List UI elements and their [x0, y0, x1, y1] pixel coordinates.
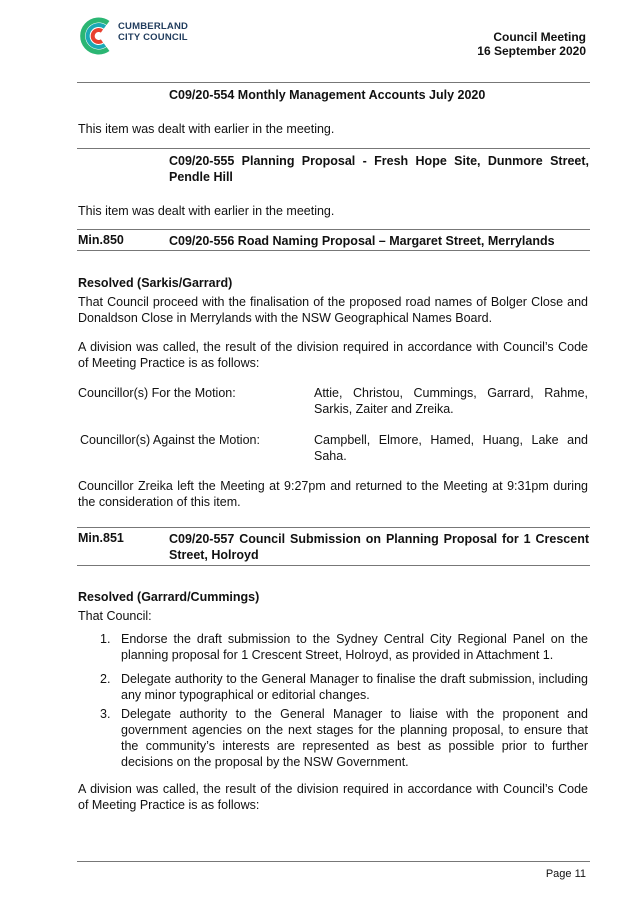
- meeting-name: Council Meeting: [493, 30, 586, 44]
- divider: [77, 82, 590, 83]
- footer-divider: [77, 861, 590, 862]
- resolved-heading: Resolved (Sarkis/Garrard): [78, 276, 233, 290]
- list-item: [100, 706, 588, 772]
- item-556-title: C09/20-556 Road Naming Proposal – Margaret Street, Merrylands: [169, 234, 555, 248]
- list-item: [100, 671, 588, 705]
- divider: [77, 527, 590, 528]
- list-item-number: 1.: [100, 632, 111, 646]
- header-meeting-info: [477, 30, 586, 58]
- item-556-note: Councillor Zreika left the Meeting at 9:27pm and returned to the Meeting at 9:31pm during the consideration of this item.: [78, 479, 588, 509]
- logo-line-1: CUMBERLAND: [118, 21, 189, 32]
- list-item-text: Delegate authority to the General Manager to finalise the draft submission, including any minor typographical or editorial changes.: [121, 672, 588, 702]
- meeting-date: 16 September 2020: [477, 44, 586, 58]
- logo-line-2: CITY COUNCIL: [118, 32, 188, 43]
- item-554-title: C09/20-554 Monthly Management Accounts July 2020: [169, 88, 486, 102]
- list-item-text: Endorse the draft submission to the Sydney Central City Regional Panel on the planning proposal for 1 Crescent Street, Holroyd, as provided in Attachment 1.: [121, 632, 588, 662]
- item-555-title: C09/20-555 Planning Proposal - Fresh Hope Site, Dunmore Street, Pendle Hill: [169, 154, 589, 184]
- for-motion-label: Councillor(s) For the Motion:: [78, 386, 236, 400]
- list-item-number: 2.: [100, 672, 111, 686]
- division-text: A division was called, the result of the division required in accordance with Council’s Code of Meeting Practice is as follows:: [78, 340, 588, 370]
- minute-number: Min.851: [78, 531, 124, 545]
- divider: [77, 229, 590, 230]
- item-555-text: This item was dealt with earlier in the meeting.: [78, 204, 335, 218]
- divider: [77, 148, 590, 149]
- divider: [77, 565, 590, 566]
- council-logo: [74, 14, 204, 58]
- item-554-text: This item was dealt with earlier in the meeting.: [78, 122, 335, 136]
- list-item-number: 3.: [100, 707, 111, 721]
- resolution-intro: That Council:: [78, 609, 152, 623]
- minute-number: Min.850: [78, 233, 124, 247]
- page-number: Page 11: [545, 868, 586, 880]
- divider: [77, 250, 590, 251]
- against-motion-label: Councillor(s) Against the Motion:: [80, 433, 260, 447]
- item-556-resolution: That Council proceed with the finalisation of the proposed road names of Bolger Close and Donaldson Close in Merrylands with the NSW Geographical Names Board.: [78, 295, 588, 325]
- against-motion-names: Campbell, Elmore, Hamed, Huang, Lake and Saha.: [314, 433, 588, 463]
- division-text: A division was called, the result of the division required in accordance with Council’s Code of Meeting Practice is as follows:: [78, 782, 588, 812]
- item-557-title: C09/20-557 Council Submission on Planning Proposal for 1 Crescent Street, Holroyd: [169, 532, 589, 562]
- council-logo-icon: [74, 14, 118, 58]
- list-item: [100, 631, 588, 665]
- list-item-text: Delegate authority to the General Manager to liaise with the proponent and government agencies on the next stages for the planning proposal, to ensure that the community’s interests are represented as best as possible prior to further decisions on the proposal by the NSW Government.: [121, 707, 588, 769]
- for-motion-names: Attie, Christou, Cummings, Garrard, Rahme, Sarkis, Zaiter and Zreika.: [314, 386, 588, 416]
- resolved-heading: Resolved (Garrard/Cummings): [78, 590, 260, 604]
